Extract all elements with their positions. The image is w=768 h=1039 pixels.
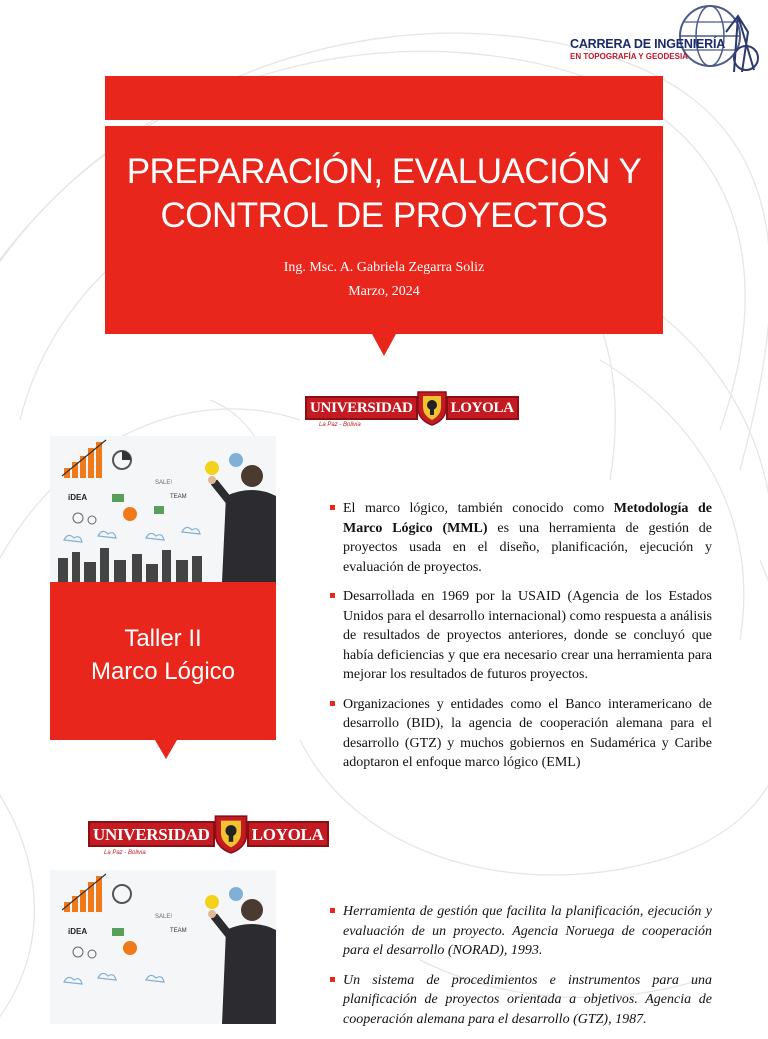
slide-title: Taller II Marco Lógico	[90, 625, 236, 685]
list-item: Desarrollada en 1969 por la USAID (Agencia de los Estados Unidos para el desarrollo internacional) como respuesta a análisis de resultados de proyectos anteriores, donde se concluyó que había deficiencias y que era necesario crear una herramienta para mejorar los resultados de futuros proyectos.	[329, 587, 712, 685]
board-word-idea: iDEA	[68, 927, 88, 936]
university-logo	[305, 390, 519, 426]
university-location: La Paz - Bolivia	[319, 422, 361, 428]
businessman-figure	[208, 465, 276, 582]
presentation-date: Marzo, 2024	[348, 284, 420, 299]
university-location: La Paz - Bolivia	[104, 850, 146, 856]
lightbulb-icon	[205, 895, 219, 909]
orange-pie-icon	[123, 941, 137, 955]
title-box	[105, 126, 663, 334]
gear-icon	[73, 513, 96, 524]
list-item: Un sistema de procedimientos e instrumentos para una planificación de proyectos orientada a objetivos. Agencia de cooperación alemana para el desarrollo (GTZ), 1987.	[329, 971, 712, 1030]
globe-small-icon	[229, 887, 243, 901]
orange-pie-icon	[123, 507, 137, 521]
marco-logico-bullets	[329, 499, 712, 783]
list-item: Organizaciones y entidades como el Banco interamericano de desarrollo (BID), la agencia de cooperación alemana para el desarrollo (GTZ) y muchos gobiernos en Sudamérica y Caribe adoptaron el enfoque marco lógico (EML)	[329, 695, 712, 773]
cloud-icons	[64, 527, 200, 542]
university-crest-icon	[213, 814, 249, 854]
money-icon	[112, 928, 124, 936]
slide-title-box	[50, 582, 276, 740]
university-word-right: LOYOLA	[247, 821, 329, 847]
definition-bullets	[329, 902, 712, 1039]
lightbulb-icon	[205, 461, 219, 475]
cloud-icons	[64, 973, 164, 984]
university-word-left: UNIVERSIDAD	[305, 396, 418, 420]
whiteboard-illustration-2	[50, 870, 276, 1024]
career-name: CARRERA DE INGENIERÍA	[570, 37, 726, 51]
gear-icon	[73, 947, 96, 958]
list-item: Herramienta de gestión que facilita la planificación, ejecución y evaluación de un proyecto. Agencia Noruega de cooperación para el desarrollo (NORAD), 1993.	[329, 902, 712, 961]
career-logo	[568, 2, 764, 80]
title-top-strip	[105, 76, 663, 120]
board-word-idea: iDEA	[68, 493, 88, 502]
globe-small-icon	[229, 453, 243, 467]
career-specialty: EN TOPOGRAFÍA Y GEODESIA	[570, 51, 688, 61]
board-word-team: TEAM	[170, 494, 187, 500]
page-title: PREPARACIÓN, EVALUACIÓN Y CONTROL DE PROYECTOS	[126, 152, 642, 235]
whiteboard-illustration	[50, 436, 276, 582]
board-word-sale: SALE!	[155, 914, 173, 920]
bar-chart-icon	[62, 440, 106, 478]
money-icon	[112, 494, 124, 502]
university-word-right: LOYOLA	[446, 396, 519, 420]
slide-pointer	[155, 740, 177, 759]
city-skyline	[58, 548, 202, 582]
university-logo-2	[88, 814, 329, 854]
bar-chart-icon	[62, 874, 106, 912]
list-item: El marco lógico, también conocido como Metodología de Marco Lógico (MML) es una herramienta de gestión de proyectos usada en el diseño, planificación, ejecución y evaluación de proyectos.	[329, 499, 712, 577]
board-word-sale: SALE!	[155, 480, 173, 486]
university-crest-icon	[416, 390, 448, 426]
university-word-left: UNIVERSIDAD	[88, 821, 215, 847]
title-pointer	[372, 334, 396, 356]
businessman-figure	[208, 899, 276, 1024]
pie-chart-icon	[113, 885, 131, 903]
board-word-team: TEAM	[170, 928, 187, 934]
author-name: Ing. Msc. A. Gabriela Zegarra Soliz	[283, 260, 485, 275]
